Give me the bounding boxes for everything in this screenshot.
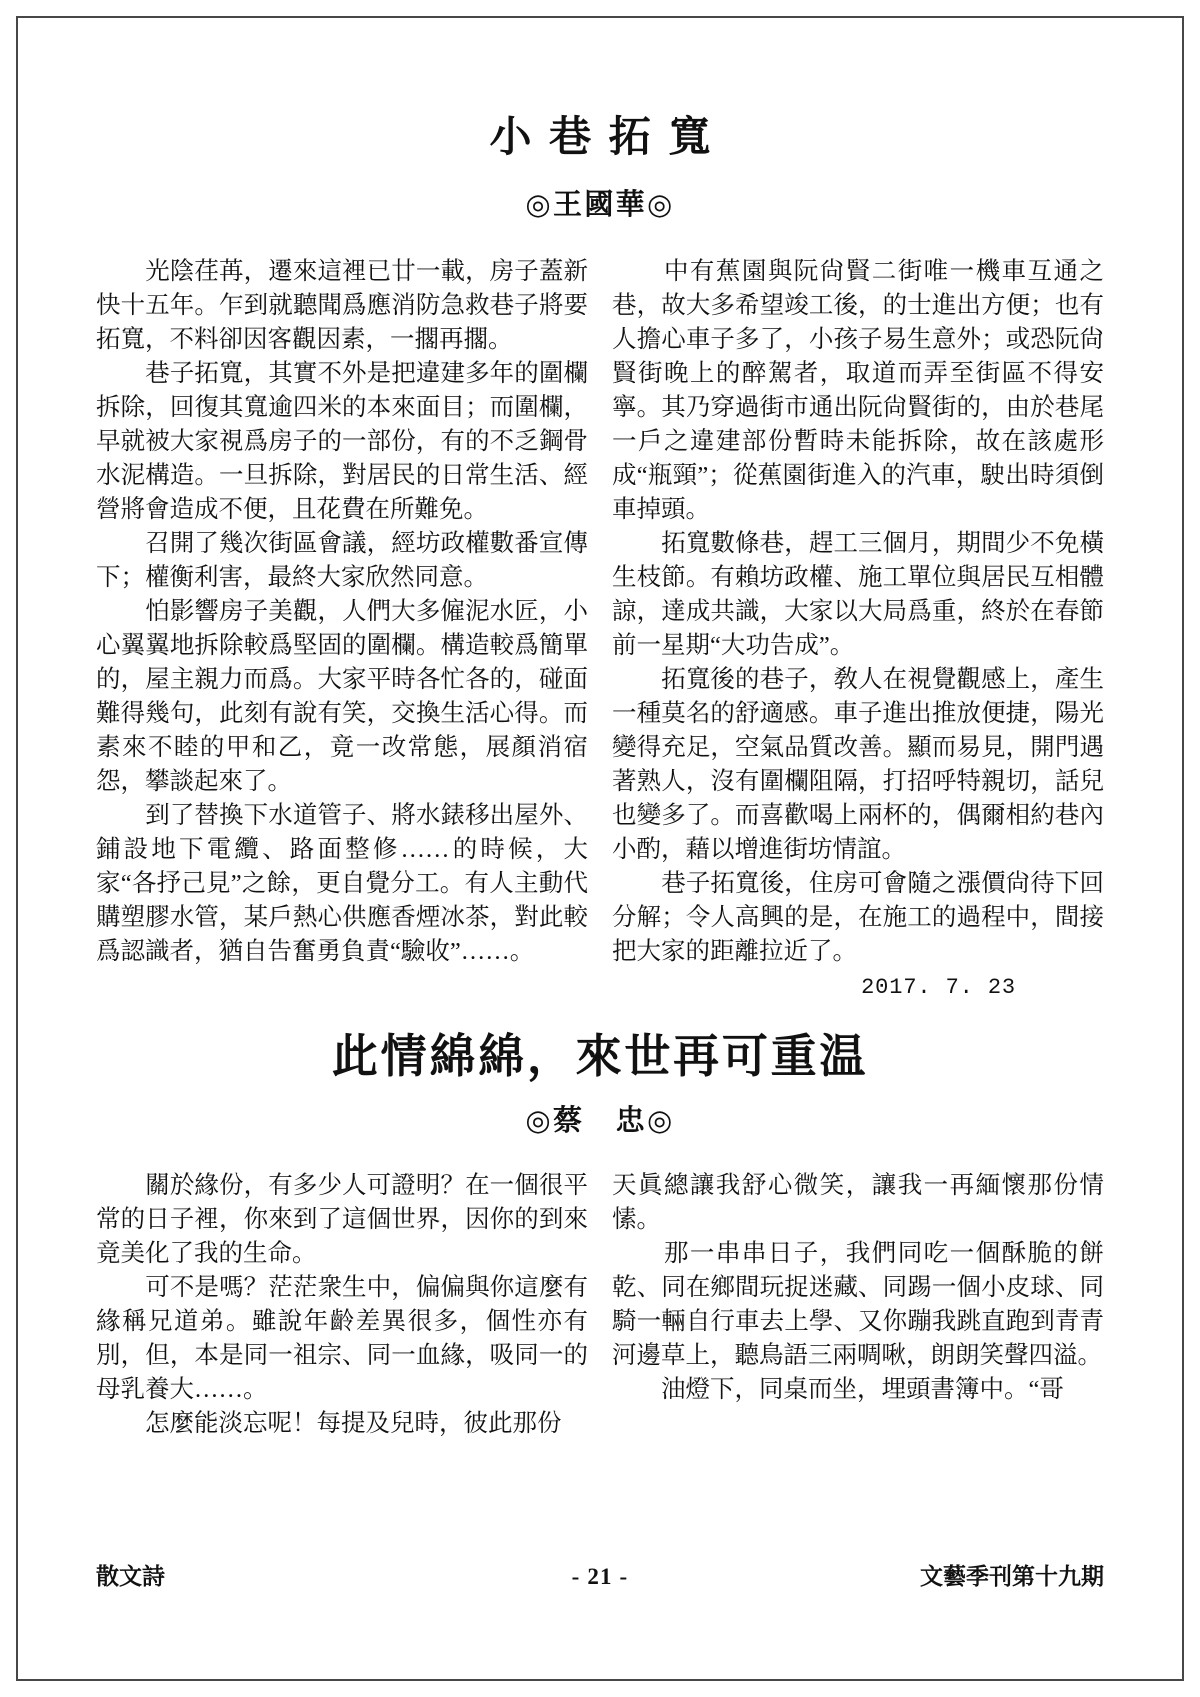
paragraph: 那一串串日子，我們同吃一個酥脆的餅乾、同在鄉間玩捉迷藏、同踢一個小皮球、同騎一輛自行車去上學、又你蹦我跳直跑到青青河邊草上，聽鳥語三兩啁啾，朗朗笑聲四溢。: [612, 1239, 1104, 1369]
paragraph: 中有蕉園與阮尙賢二街唯一機車互通之巷，故大多希望竣工後，的士進出方便；也有人擔心車子多了，小孩子易生意外；或恐阮尙賢街晚上的醉駕者，取道而弄至街區不得安寧。其乃穿過街市通出阮尙賢街的，由於巷尾一戶之違建部份暫時未能拆除，故在該處形成“瓶頸”；從蕉園街進入的汽車，駛出時須倒車掉頭。: [612, 258, 1104, 524]
paragraph: 可不是嗎？茫茫衆生中，偏偏與你這麼有緣稱兄道弟。雖說年齡差異很多，個性亦有別，但，本是同一祖宗、同一血緣，吸同一的母乳養大……。: [96, 1273, 588, 1403]
paragraph: 光陰荏苒，遷來這裡已廿一載，房子蓋新快十五年。乍到就聽聞爲應消防急救巷子將要拓寬，不料卻因客觀因素，一擱再擱。: [96, 258, 588, 354]
article2-title: 此情綿綿，來世再可重温: [331, 1031, 869, 1083]
article1-date: 2017. 7. 23: [861, 975, 1016, 1001]
paragraph: 巷子拓寬，其實不外是把違建多年的圍欄拆除，回復其寬逾四米的本來面目；而圍欄，早就被大家視爲房子的一部份，有的不乏鋼骨水泥構造。一旦拆除，對居民的日常生活、經營將會造成不便，且花費在所難免。: [96, 360, 588, 524]
footer-page-number: - 21 -: [571, 1564, 629, 1589]
page-footer: [96, 1558, 1104, 1591]
paragraph: 到了替換下水道管子、將水錶移出屋外、鋪設地下電纜、路面整修……的時候，大家“各抒己見”之餘，更自覺分工。有人主動代購塑膠水管，某戶熱心供應香煙冰茶，對此較爲認識者，猶自告奮勇負責“驗收”……。: [96, 802, 588, 966]
article1-column-right: [612, 255, 1104, 1005]
paragraph: 召開了幾次街區會議，經坊政權數番宣傳下；權衡利害，最終大家欣然同意。: [96, 530, 588, 592]
article2-body: [18, 1169, 1182, 1441]
article1-column-right-paragraphs: [612, 255, 1104, 969]
paragraph: 天眞總讓我舒心微笑，讓我一再緬懷那份情愫。: [612, 1171, 1104, 1233]
paragraph: 怎麼能淡忘呢！每提及兒時，彼此那份: [96, 1409, 562, 1437]
paragraph: 拓寬數條巷，趕工三個月，期間少不免橫生枝節。有賴坊政權、施工單位與居民互相體諒，達成共識，大家以大局爲重，終於在春節前一星期“大功告成”。: [612, 530, 1104, 660]
article2-column-right: [612, 1169, 1104, 1441]
article1-author: ◎王國華◎: [525, 189, 675, 222]
footer-journal-issue: 文藝季刊第十九期: [920, 1563, 1104, 1589]
paragraph: 拓寬後的巷子，敎人在視覺觀感上，產生一種莫名的舒適感。車子進出推放便捷，陽光變得充足，空氣品質改善。顯而易見，開門遇著熟人，沒有圍欄阻隔，打招呼特親切，話兒也變多了。而喜歡喝上兩杯的，偶爾相約巷內小酌，藉以增進街坊情誼。: [612, 666, 1104, 864]
article2-column-left: [96, 1169, 588, 1441]
paragraph: 油燈下，同桌而坐，埋頭書簿中。“哥: [612, 1375, 1064, 1403]
page-border: [16, 16, 1184, 1681]
paragraph: 怕影響房子美觀，人們大多僱泥水匠，小心翼翼地拆除較爲堅固的圍欄。構造較爲簡單的，屋主親力而爲。大家平時各忙各的，碰面難得幾句，此刻有說有笑，交換生活心得。而素來不睦的甲和乙，竟一改常態，展顏消宿怨，攀談起來了。: [96, 598, 588, 796]
article2-author: ◎蔡 忠◎: [525, 1104, 675, 1137]
article1-body: [18, 255, 1182, 1005]
article1-title: 小巷拓寬: [489, 115, 729, 161]
article1-column-left: [96, 255, 588, 1005]
paragraph: 巷子拓寬後，住房可會隨之漲價尙待下回分解；令人高興的是，在施工的過程中，間接把大家的距離拉近了。: [612, 870, 1104, 966]
footer-section-name: 散文詩: [96, 1563, 165, 1589]
paragraph: 關於緣份，有多少人可證明？在一個很平常的日子裡，你來到了這個世界，因你的到來竟美化了我的生命。: [96, 1171, 588, 1267]
